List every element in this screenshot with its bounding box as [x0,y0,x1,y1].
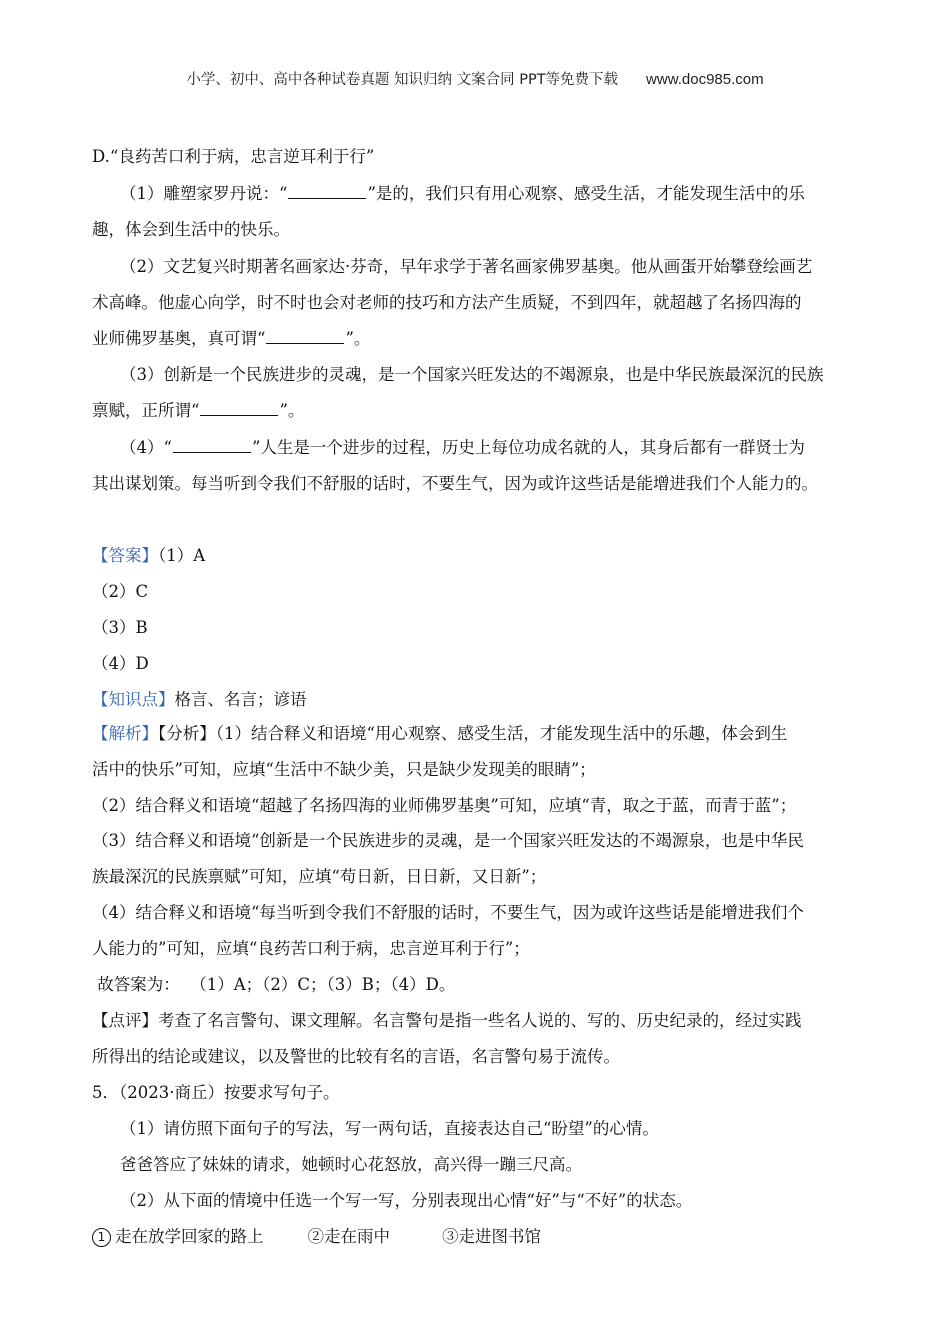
answer-blank[interactable] [200,400,278,416]
answer-blank[interactable] [266,328,344,344]
comment-line-1: 【点评】考查了名言警句、课文理解。名言警句是指一些名人说的、写的、历史纪录的，经过实践 [92,1011,802,1030]
analysis-line-4: （3）结合释义和语境“创新是一个民族进步的灵魂，是一个国家兴旺发达的不竭源泉，也是中华民 [92,831,804,850]
analysis-line-2: 活中的快乐”可知，应填“生活中不缺少美，只是缺少发现美的眼睛”； [92,760,596,779]
answer-line-1: 【答案】（1）A [92,546,206,565]
q4-line-1: （4）“ ”人生是一个进步的过程，历史上每位功成名就的人，其身后都有一群贤士为 [120,438,805,457]
question5-example: 爸爸答应了妹妹的请求，她顿时心花怒放，高兴得一蹦三尺高。 [120,1155,582,1174]
question5-part2: （2）从下面的情境中任选一个写一写，分别表现出心情“好”与“不好”的状态。 [120,1191,693,1210]
analysis-line-7: 人能力的”可知，应填“良药苦口利于病，忠言逆耳利于行”； [92,939,530,958]
option-3: ③走进图书馆 [442,1227,541,1246]
page-header [0,68,950,89]
q3-line-2: 禀赋，正所谓“ ”。 [92,401,305,420]
option-2: ②走在雨中 [307,1227,390,1246]
question5-options [92,1226,541,1248]
question5-title: 5．（2023·商丘）按要求写句子。 [92,1083,340,1102]
option-1: 走在放学回家的路上 [115,1227,264,1246]
q4-line-2: 其出谋划策。每当听到令我们不舒服的话时，不要生气，因为或许这些话是能增进我们个人能力的。 [92,474,818,493]
q2-line-3: 业师佛罗基奥，真可谓“ ”。 [92,329,371,348]
analysis-tag: 【解析】 [92,724,158,743]
q1-line-2: 趣，体会到生活中的快乐。 [92,220,290,239]
analysis-line-8: 故答案为： （1）A；（2）C；（3）B；（4）D。 [92,975,456,994]
q2-line-1: （2）文艺复兴时期著名画家达·芬奇，早年求学于著名画家佛罗基奥。他从画蛋开始攀登绘画艺 [120,257,813,276]
question5-part1: （1）请仿照下面句子的写法，写一两句话，直接表达自己“盼望”的心情。 [120,1119,659,1138]
answer-line-3: （3）B [92,618,148,637]
answer-blank[interactable] [288,183,366,199]
answer-line-2: （2）C [92,582,149,601]
option-d: D.“良药苦口利于病，忠言逆耳利于行” [92,147,375,166]
header-text: 小学、初中、高中各种试卷真题 知识归纳 文案合同 PPT等免费下载 [186,72,619,88]
knowledge-tag: 【知识点】 [92,690,175,709]
answer-tag: 【答案】 [92,546,158,565]
answer-line-4: （4）D [92,654,149,673]
analysis-line-6: （4）结合释义和语境“每当听到令我们不舒服的话时，不要生气，因为或许这些话是能增进我们个 [92,903,804,922]
analysis-line-3: （2）结合释义和语境“超越了名扬四海的业师佛罗基奥”可知，应填“青，取之于蓝，而青于蓝”； [92,796,797,815]
analysis-line-1: 【解析】【分析】（1）结合释义和语境“用心观察、感受生活，才能发现生活中的乐趣，体会到生 [92,724,788,743]
q1-line-1: （1）雕塑家罗丹说：“ ”是的，我们只有用心观察、感受生活，才能发现生活中的乐 [120,184,805,203]
header-site: www.doc985.com [646,71,764,88]
analysis-line-5: 族最深沉的民族禀赋”可知，应填“苟日新，日日新，又日新”； [92,867,547,886]
answer-blank[interactable] [173,437,251,453]
circled-number: 1 [92,1228,111,1247]
comment-line-2: 所得出的结论或建议，以及警世的比较有名的言语，名言警句易于流传。 [92,1047,620,1066]
q3-line-1: （3）创新是一个民族进步的灵魂，是一个国家兴旺发达的不竭源泉，也是中华民族最深沉的民族 [120,365,824,384]
q2-line-2: 术高峰。他虚心向学，时不时也会对老师的技巧和方法产生质疑，不到四年，就超越了名扬四海的 [92,293,802,312]
knowledge-line: 【知识点】格言、名言；谚语 [92,690,307,709]
